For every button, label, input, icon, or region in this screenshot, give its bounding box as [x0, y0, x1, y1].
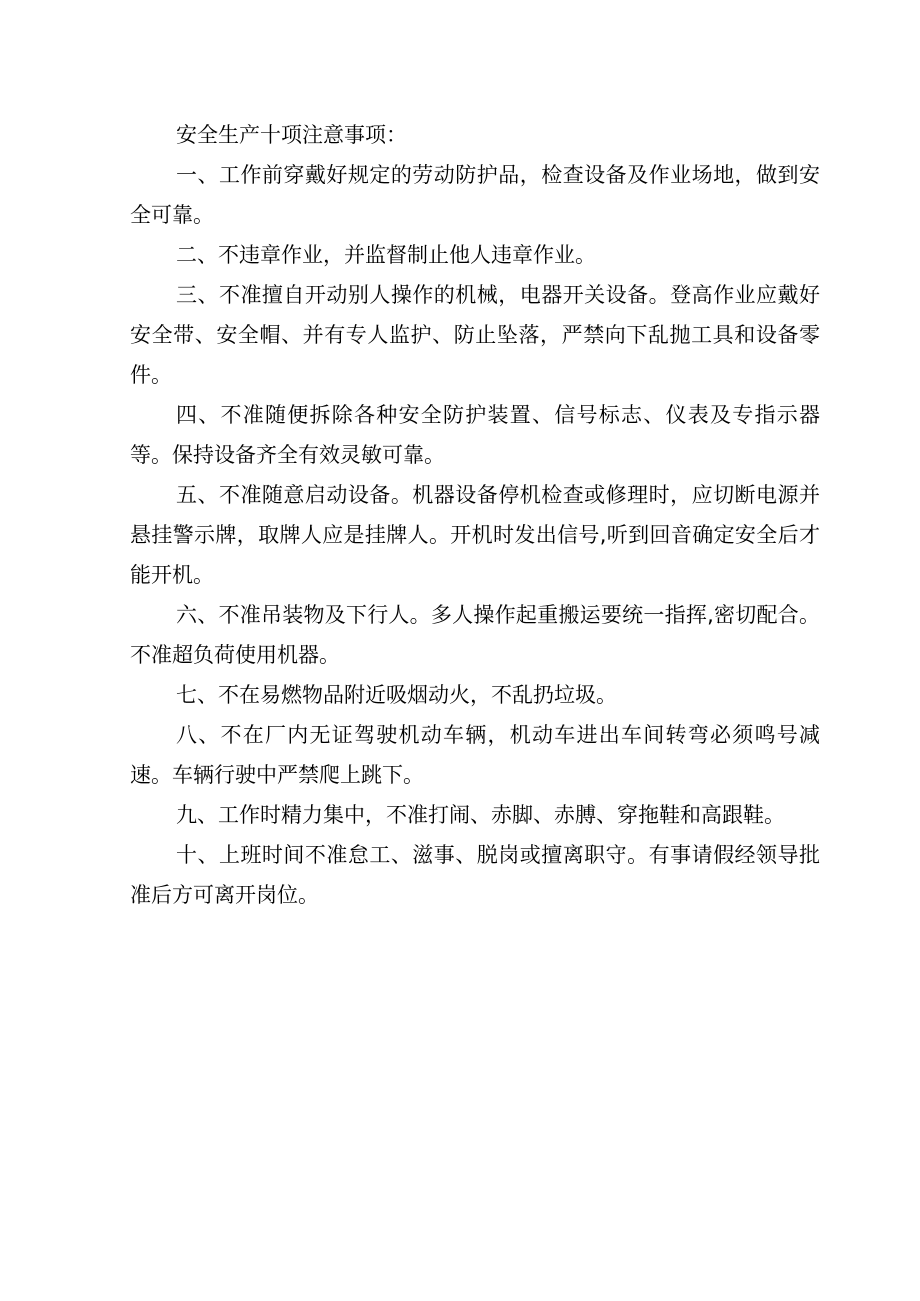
- rule-item-1: 一、工作前穿戴好规定的劳动防护品，检查设备及作业场地，做到安全可靠。: [130, 163, 820, 227]
- rule-item-9: 九、工作时精力集中，不准打闹、赤脚、赤膊、穿拖鞋和高跟鞋。: [176, 803, 785, 827]
- rule-item-6: 六、不准吊装物及下行人。多人操作起重搬运要统一指挥,密切配合。不准超负荷使用机器。: [130, 603, 820, 667]
- rule-item-2: 二、不违章作业，并监督制止他人违章作业。: [176, 243, 596, 267]
- rule-item-8: 八、不在厂内无证驾驶机动车辆，机动车进出车间转弯必须鸣号减速。车辆行驶中严禁爬上跳下。: [130, 723, 820, 787]
- rule-item-7: 七、不在易燃物品附近吸烟动火，不乱扔垃圾。: [176, 683, 617, 707]
- rule-item-3: 三、不准擅自开动别人操作的机械，电器开关设备。登高作业应戴好安全带、安全帽、并有专人监护、防止坠落，严禁向下乱抛工具和设备零件。: [130, 283, 820, 387]
- document-heading: 安全生产十项注意事项：: [176, 123, 407, 147]
- rule-item-4: 四、不准随便拆除各种安全防护装置、信号标志、仪表及专指示器等。保持设备齐全有效灵敏可靠。: [130, 403, 820, 467]
- document-body: [130, 115, 820, 915]
- rule-item-5: 五、不准随意启动设备。机器设备停机检查或修理时，应切断电源并悬挂警示牌，取牌人应是挂牌人。开机时发出信号,听到回音确定安全后才能开机。: [130, 483, 820, 587]
- rule-item-10: 十、上班时间不准怠工、滋事、脱岗或擅离职守。有事请假经领导批准后方可离开岗位。: [130, 843, 820, 907]
